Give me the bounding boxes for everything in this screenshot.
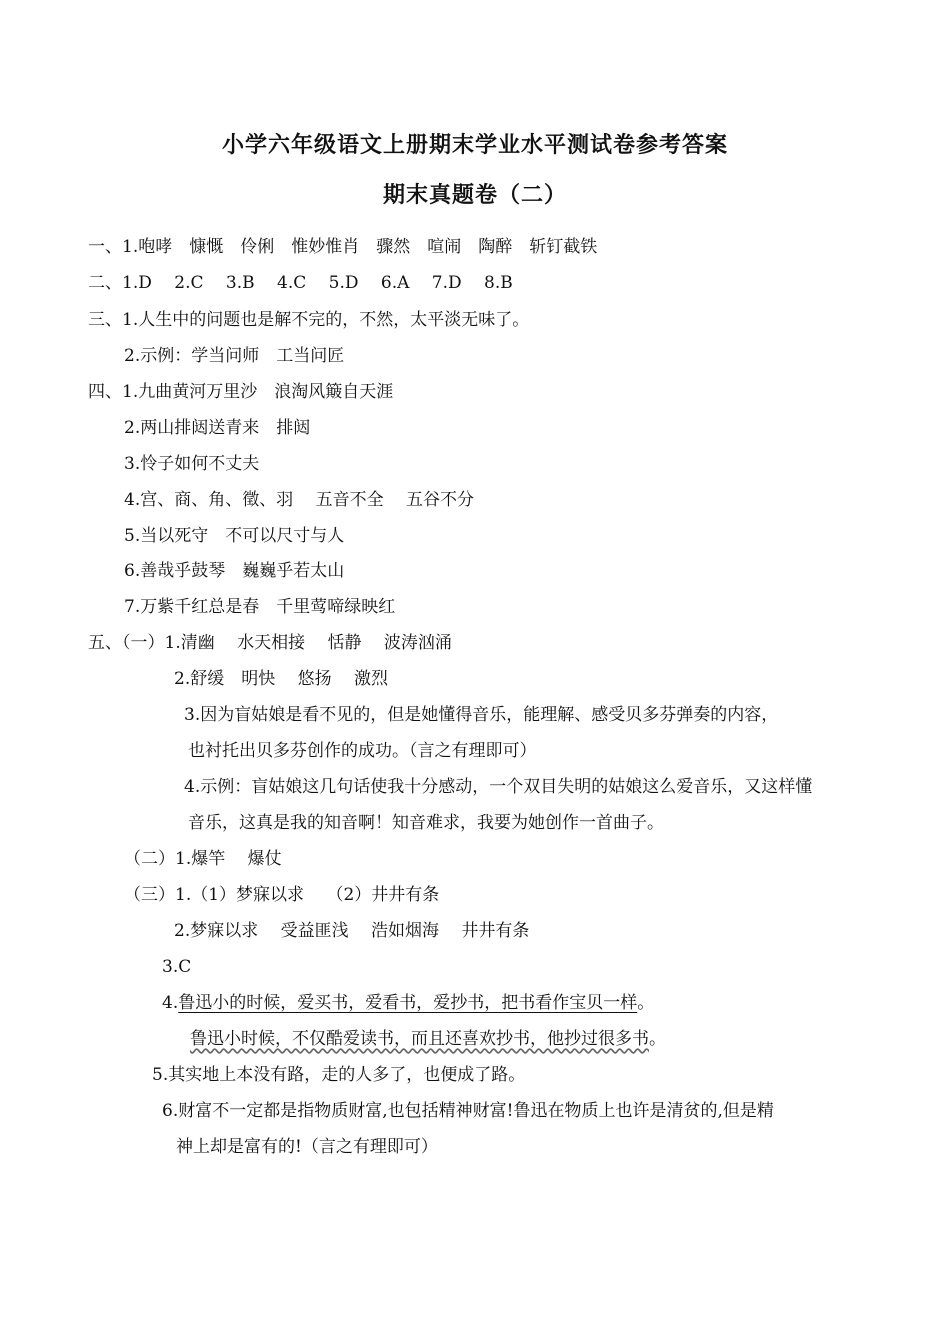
answer-line-12: 五、（一）1.清幽 水天相接 恬静 波涛汹涌 — [88, 633, 452, 653]
answer-line-21: 3.C — [162, 957, 192, 977]
answer-line-17: 音乐，这真是我的知音啊！知音难求，我要为她创作一首曲子。 — [188, 813, 664, 833]
answer-line-19: （三）1.（1）梦寐以求 （2）井井有条 — [124, 885, 440, 905]
answer-line-20: 2.梦寐以求 受益匪浅 浩如烟海 井井有条 — [174, 921, 530, 941]
answer-line-26: 神上却是富有的!（言之有理即可） — [176, 1137, 438, 1157]
document-title: 小学六年级语文上册期末学业水平测试卷参考答案 — [221, 133, 728, 158]
sentence-end: 。 — [637, 993, 655, 1013]
answer-line-22 — [162, 992, 654, 1014]
answer-line-5: 四、1.九曲黄河万里沙 浪淘风簸自天涯 — [88, 382, 394, 402]
answer-line-3: 三、1.人生中的问题也是解不完的，不然，太平淡无味了。 — [88, 310, 530, 330]
answer-line-15: 也衬托出贝多芬创作的成功。（言之有理即可） — [188, 741, 537, 761]
document-subtitle: 期末真题卷（二） — [382, 183, 567, 208]
answer-line-9: 5.当以死守 不可以尺寸与人 — [124, 526, 345, 546]
answer-line-16: 4.示例：盲姑娘这几句话使我十分感动，一个双目失明的姑娘这么爱音乐，又这样懂 — [184, 777, 813, 797]
answer-line-4: 2.示例：学当问师 工当问匠 — [124, 346, 345, 366]
answer-line-8: 4.宫、商、角、徵、羽 五音不全 五谷不分 — [124, 490, 475, 510]
answer-line-23 — [190, 1028, 666, 1050]
answer-line-10: 6.善哉乎鼓琴 巍巍乎若太山 — [124, 561, 345, 581]
answer-line-18: （二）1.爆竿 爆仗 — [124, 849, 282, 869]
answer-line-11: 7.万紫千红总是春 千里莺啼绿映红 — [124, 597, 396, 617]
answer-line-6: 2.两山排闼送青来 排闼 — [124, 418, 311, 438]
answer-line-13: 2.舒缓 明快 悠扬 激烈 — [174, 669, 389, 689]
answer-line-14: 3.因为盲姑娘是看不见的，但是她懂得音乐，能理解、感受贝多芬弹奏的内容， — [184, 705, 779, 725]
item-number: 4. — [162, 993, 179, 1013]
answer-line-7: 3.怜子如何不丈夫 — [124, 454, 260, 474]
answer-line-24: 5.其实地上本没有路，走的人多了，也便成了路。 — [152, 1065, 526, 1085]
answer-line-25: 6.财富不一定都是指物质财富,也包括精神财富!鲁迅在物质上也许是清贫的,但是精 — [162, 1101, 774, 1121]
answer-line-1: 一、1.咆哮 慷慨 伶俐 惟妙惟肖 骤然 喧闹 陶醉 斩钉截铁 — [88, 237, 598, 257]
underlined-sentence: 鲁迅小的时候，爱买书，爱看书，爱抄书，把书看作宝贝一样 — [178, 993, 638, 1013]
answer-line-2: 二、1.D 2.C 3.B 4.C 5.D 6.A 7.D 8.B — [88, 273, 513, 293]
sentence-end: 。 — [649, 1029, 666, 1049]
wavy-underlined-sentence: 鲁迅小时候，不仅酷爱读书，而且还喜欢抄书，他抄过很多书 — [190, 1029, 649, 1049]
